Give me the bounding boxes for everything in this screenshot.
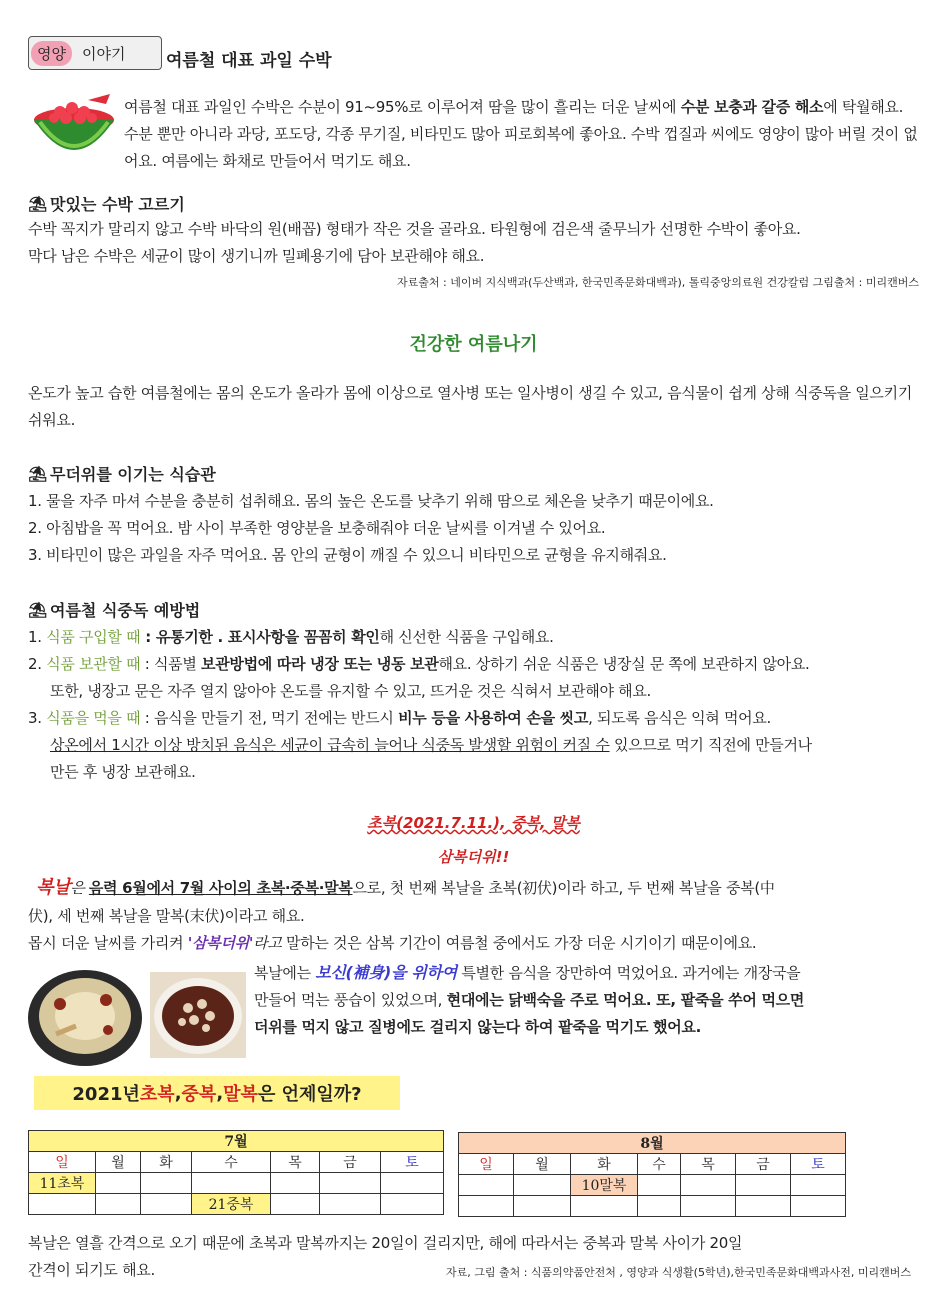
boknal-emphasis: 보신(補身)을 위하여 (315, 963, 457, 982)
when-text: 은 언제일까? (257, 1084, 362, 1105)
footer-source: 자료, 그림 출처 : 식품의약품안전처 , 영양과 식생활(5학년),한국민족문화대백과사전, 미리캔버스 (445, 1266, 911, 1279)
prevent-item-3-cont (50, 732, 930, 759)
calendar-cell (381, 1173, 444, 1194)
calendar-cell (791, 1175, 846, 1196)
day-header: 목 (271, 1152, 320, 1173)
day-header: 목 (681, 1154, 736, 1175)
prevent-heading-text: 여름철 식중독 예방법 (50, 601, 201, 620)
day-header: 일 (459, 1154, 514, 1175)
calendar-cell (681, 1175, 736, 1196)
calendar-cell (29, 1194, 96, 1215)
when-jungbok: 중복 (181, 1084, 217, 1105)
habit-item-2: 2. 아침밥을 꼭 먹어요. 밤 사이 부족한 영양분을 보충해줘야 더운 날씨를 이겨낼 수 있어요. (28, 519, 606, 537)
calendar-month: 8월 (459, 1133, 846, 1154)
calendar-cell (681, 1196, 736, 1217)
prevent-item-3-cont2: 만든 후 냉장 보관해요. (50, 763, 196, 781)
patjuk-image (150, 972, 246, 1058)
parasol-icon: ⛱ (28, 600, 48, 619)
calendar-event: 21중복 (192, 1194, 271, 1215)
intro-bold: 수분 보충과 갈증 해소 (680, 98, 824, 116)
category-badge (28, 36, 162, 70)
item-bold: 보관방법에 따라 냉장 또는 냉동 보관 (201, 655, 439, 673)
badge-left: 영양 (31, 41, 72, 66)
boknal-text: 으로, 첫 번째 복날을 초복(初伏)이라 하고, 두 번째 복날을 중복(中 (352, 879, 775, 897)
calendar-event: 11초복 (29, 1173, 96, 1194)
summer-title: 건강한 여름나기 (409, 334, 538, 355)
habit-item-1: 1. 물을 자주 마셔 수분을 충분히 섭취해요. 몸의 높은 온도를 낮추기 위해 땀으로 체온을 낮추기 때문이에요. (28, 492, 714, 510)
item-bold-sep: . (212, 628, 228, 646)
calendar-cell (514, 1175, 571, 1196)
item-label: 식품 구입할 때 (46, 628, 141, 646)
item-bold: 표시사항을 꼼꼼히 확인 (227, 628, 380, 646)
boknal-title: 초복(2021.7.11.), 중복, 말복 (367, 814, 580, 832)
boknal-text: 몹시 더운 날씨를 가리켜 (28, 934, 188, 952)
day-header: 수 (192, 1152, 271, 1173)
day-header: 수 (638, 1154, 681, 1175)
prevent-item-3 (28, 705, 928, 732)
boknal-p1 (28, 874, 928, 902)
calendar-cell (381, 1194, 444, 1215)
calendar-cell (459, 1175, 514, 1196)
boknal-bold: 현대에는 닭백숙을 주로 먹어요. 또, 팥죽을 쑤어 먹으면 (446, 991, 805, 1009)
pick-heading (28, 192, 185, 215)
pick-source: 자료출처 : 네이버 지식백과(두산백과, 한국민족문화대백과), 톨릭중앙의료원 건강칼럼 그림출처 : 미리캔버스 (397, 276, 919, 289)
boknal-quote: '삼복더위' (187, 934, 254, 952)
calendar-cell (320, 1194, 381, 1215)
boknal-text: 만들어 먹는 풍습이 있었으며, (254, 991, 447, 1009)
habit-item-3: 3. 비타민이 많은 과일을 자주 먹어요. 몸 안의 균형이 깨질 수 있으니 비타민으로 균형을 유지해줘요. (28, 546, 667, 564)
calendar-july (28, 1130, 444, 1215)
prevent-item-2-cont: 또한, 냉장고 문은 자주 열지 않아야 온도를 유지할 수 있고, 뜨거운 것은 식혀서 보관해야 해요. (50, 682, 651, 700)
item-underline: 상온에서 1시간 이상 방치된 음식은 세균이 급속히 늘어나 식중독 발생할 위험이 커질 수 (50, 736, 610, 754)
day-header: 금 (320, 1152, 381, 1173)
when-malbok: 말복 (223, 1084, 258, 1105)
item-text: , 되도록 음식은 익혀 먹어요. (588, 709, 771, 727)
item-label: 식품을 먹을 때 (46, 709, 141, 727)
item-text: : 식품별 (140, 655, 201, 673)
boknal-underline: 음력 6월에서 7월 사이의 초복·중복·말복 (88, 879, 353, 897)
calendar-cell (571, 1196, 638, 1217)
calendar-cell (736, 1175, 791, 1196)
boknal-p1-cont: 伏), 세 번째 복날을 말복(末伏)이라고 해요. (28, 907, 305, 925)
when-text: 2021년 (72, 1084, 140, 1105)
item-bold: 비누 등을 사용하여 손을 씻고 (398, 709, 589, 727)
intro-text-post: 에 탁월해요. 수분 뿐만 아니라 과당, 포도당, 각종 무기질, 비타민도 많아 피로회복에 좋아요. 수박 껍질과 씨에도 영양이 많아 버릴 것이 없어요. 여름에는 화채로 만들어서 먹기도 해요. (124, 98, 918, 170)
boknal-text: 복날에는 (254, 964, 316, 982)
pick-heading-text: 맛있는 수박 고르기 (50, 195, 185, 214)
calendar-cell (271, 1173, 320, 1194)
item-colon: : (140, 628, 156, 646)
page-title: 여름철 대표 과일 수박 (166, 51, 332, 71)
prevent-item-2 (28, 651, 928, 678)
calendar-cell (141, 1173, 192, 1194)
calendar-cell (271, 1194, 320, 1215)
calendar-cell (638, 1196, 681, 1217)
boknal-text: 말하는 것은 삼복 기간이 여름철 중에서도 가장 더운 시기이기 때문이에요. (281, 934, 757, 952)
day-header: 토 (381, 1152, 444, 1173)
calendar-cell (141, 1194, 192, 1215)
calendar-cell (192, 1173, 271, 1194)
habits-heading (28, 462, 216, 485)
boknal-text: 라고 (253, 934, 282, 952)
day-header: 일 (29, 1152, 96, 1173)
boknal-p2 (28, 930, 928, 957)
calendar-event: 10말복 (571, 1175, 638, 1196)
watermelon-bowl-image (30, 90, 118, 170)
boknal-subtitle: 삼복더위!! (437, 848, 510, 866)
intro-paragraph (124, 94, 920, 175)
prevent-item-1 (28, 624, 928, 651)
item-label: 식품 보관할 때 (46, 655, 141, 673)
pick-line-1: 수박 꼭지가 말리지 않고 수박 바닥의 원(배꼽) 형태가 작은 것을 골라요. 타원형에 검은색 줄무늬가 선명한 수박이 좋아요. (28, 220, 801, 238)
item-number: 2. (28, 655, 42, 673)
day-header: 화 (141, 1152, 192, 1173)
calendar-cell (320, 1173, 381, 1194)
item-text: 해요. 상하기 쉬운 식품은 냉장실 문 쪽에 보관하지 않아요. (438, 655, 810, 673)
boknal-text: 은 (70, 879, 89, 897)
item-number: 1. (28, 628, 42, 646)
pick-line-2: 막다 남은 수박은 세균이 많이 생기니까 밀폐용기에 담아 보관해야 해요. (28, 247, 485, 265)
when-banner (34, 1076, 400, 1110)
footer-line-2: 간격이 되기도 해요. (28, 1261, 155, 1279)
item-bold: 유통기한 (155, 628, 213, 646)
habits-heading-text: 무더위를 이기는 식습관 (50, 465, 216, 484)
calendar-cell (791, 1196, 846, 1217)
samgyetang-image (26, 964, 144, 1068)
badge-right: 이야기 (81, 44, 126, 63)
boknal-text: 특별한 음식을 장만하여 먹었어요. 과거에는 개장국을 (456, 964, 801, 982)
intro-text-pre: 여름철 대표 과일인 수박은 수분이 91~95%로 이루어져 땀을 많이 흘리는 더운 날씨에 (124, 98, 681, 116)
summer-intro: 온도가 높고 습한 여름철에는 몸의 온도가 올라가 몸에 이상으로 열사병 또는 일사병이 생길 수 있고, 음식물이 쉽게 상해 식중독을 일으키기 쉬워요. (28, 384, 913, 429)
day-header: 금 (736, 1154, 791, 1175)
when-sep: , (216, 1082, 224, 1104)
boknal-p3-line3: 더위를 먹지 않고 질병에도 걸리지 않는다 하여 팥죽을 먹기도 했어요. (254, 1018, 702, 1036)
item-number: 3. (28, 709, 42, 727)
calendar-month: 7월 (29, 1131, 444, 1152)
item-text: 해 신선한 식품을 구입해요. (379, 628, 554, 646)
day-header: 월 (96, 1152, 141, 1173)
day-header: 토 (791, 1154, 846, 1175)
when-sep: , (174, 1082, 182, 1104)
item-text: 있으므로 먹기 직전에 만들거나 (609, 736, 812, 754)
calendar-august (458, 1132, 846, 1217)
parasol-icon: ⛱ (28, 464, 48, 483)
boknal-keyword: 복날 (36, 877, 71, 898)
calendar-cell (514, 1196, 571, 1217)
day-header: 월 (514, 1154, 571, 1175)
calendar-cell (96, 1194, 141, 1215)
footer-line-1: 복날은 열흘 간격으로 오기 때문에 초복과 말복까지는 20일이 걸리지만, 해에 따라서는 중복과 말복 사이가 20일 (28, 1234, 743, 1252)
prevent-heading (28, 598, 200, 621)
calendar-cell (638, 1175, 681, 1196)
when-chobok: 초복 (139, 1084, 175, 1105)
calendar-cell (459, 1196, 514, 1217)
parasol-icon: ⛱ (28, 194, 48, 213)
calendar-cell (736, 1196, 791, 1217)
item-text: : 음식을 만들기 전, 먹기 전에는 반드시 (140, 709, 399, 727)
calendar-cell (96, 1173, 141, 1194)
boknal-p3 (254, 959, 924, 987)
day-header: 화 (571, 1154, 638, 1175)
boknal-p3-line2 (254, 987, 924, 1014)
